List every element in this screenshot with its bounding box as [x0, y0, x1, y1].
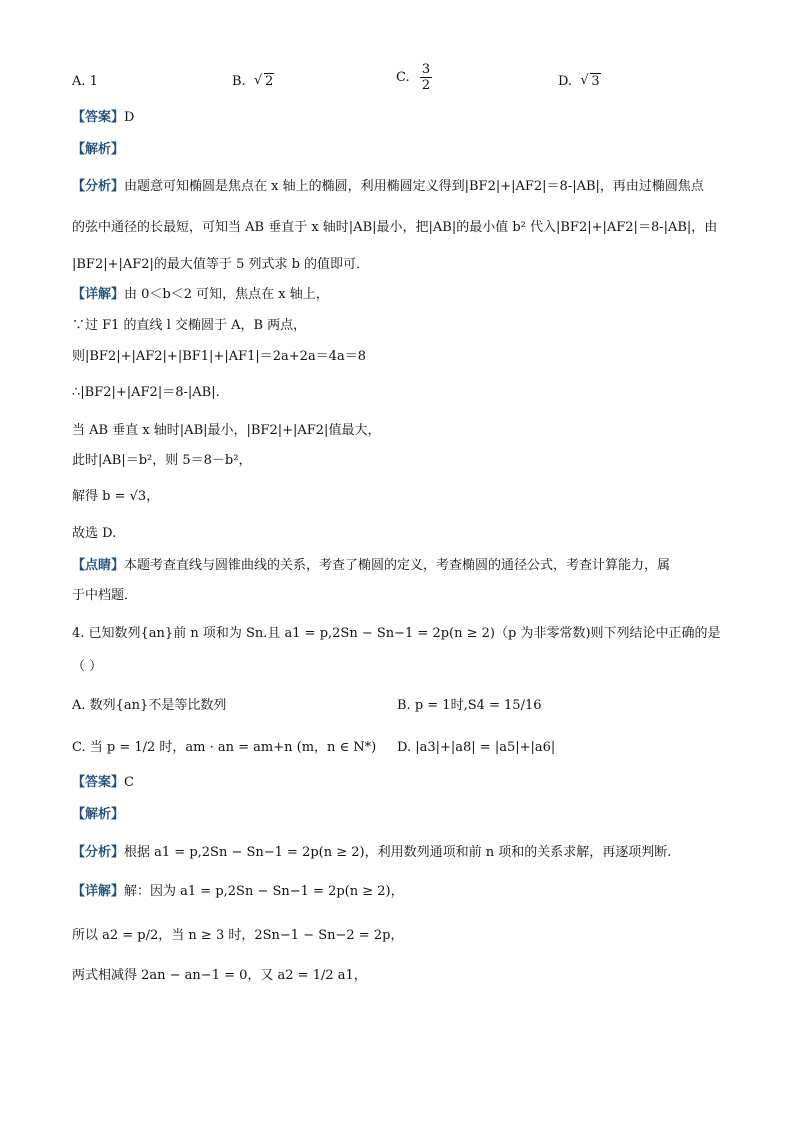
q3-detail-line1: 【详解】由 0＜b＜2 可知，焦点在 x 轴上，: [72, 287, 329, 302]
q4-analysis-tag: 【解析】: [72, 807, 125, 822]
q4-detail-line1: 【详解】解：因为 a1 = p,2Sn − Sn−1 = 2p(n ≥ 2)，: [72, 884, 404, 899]
q4-stem-line1: 4. 已知数列{an}前 n 项和为 Sn.且 a1 = p,2Sn − Sn−1 = 2p(n ≥ 2)（p 为非零常数)则下列结论中正确的是: [72, 626, 721, 641]
q3-fenxi-line1: 【分析】由题意可知椭圆是焦点在 x 轴上的椭圆，利用椭圆定义得到|BF2|+|AF2|＝8-|AB|，再由过椭圆焦点: [72, 179, 704, 194]
q3-detail-line7: 解得 b = √3，: [72, 489, 160, 504]
q4-option-c: C. 当 p = 1/2 时，am · an = am+n (m，n ∈ N*): [72, 740, 377, 755]
q3-detail-line8: 故选 D.: [72, 526, 117, 541]
q4-option-b: B. p = 1时,S4 = 15/16: [397, 698, 542, 713]
q3-detail-line3: 则|BF2|+|AF2|+|BF1|+|AF1|＝2a+2a＝4a＝8: [72, 349, 366, 364]
q3-detail-line2: ∵过 F1 的直线 l 交椭圆于 A，B 两点，: [72, 318, 307, 333]
q3-dianjing-line2: 于中档题．: [72, 588, 138, 603]
q4-option-d: D. |a3|+|a8| = |a5|+|a6|: [397, 740, 556, 755]
q3-detail-line6: 此时|AB|＝b²，则 5＝8－b²，: [72, 453, 252, 468]
option-a: A. 1: [72, 74, 98, 89]
option-c: C. $\frac{3}{2}$: [396, 62, 431, 93]
q4-detail-line2: 所以 a2 = p/2，当 n ≥ 3 时，2Sn−1 − Sn−2 = 2p，: [72, 928, 404, 943]
q4-fenxi-line: 【分析】根据 a1 = p,2Sn − Sn−1 = 2p(n ≥ 2)，利用数列通项和前 n 项和的关系求解，再逐项判断.: [72, 845, 672, 860]
option-b: B. √ 2: [232, 72, 274, 92]
q3-analysis-tag: 【解析】: [72, 142, 125, 157]
q4-answer: 【答案】C: [72, 775, 134, 790]
q3-detail-line5: 当 AB 垂直 x 轴时|AB|最小，|BF2|+|AF2|值最大，: [72, 423, 381, 438]
q4-detail-line3: 两式相减得 2an − an−1 = 0，又 a2 = 1/2 a1，: [72, 968, 367, 983]
q3-answer: 【答案】D: [72, 110, 135, 125]
q3-fenxi-line3: |BF2|+|AF2|的最大值等于 5 列式求 b 的值即可．: [72, 257, 370, 272]
q3-detail-line4: ∴|BF2|+|AF2|＝8-|AB|.: [72, 385, 220, 400]
q3-fenxi-line2: 的弦中通径的长最短，可知当 AB 垂直于 x 轴时|AB|最小，把|AB|的最小值 b² 代入|BF2|+|AF2|＝8-|AB|，由: [72, 220, 718, 235]
q3-dianjing-line1: 【点睛】本题考查直线与圆锥曲线的关系，考查了椭圆的定义，考查椭圆的通径公式，考查计算能力，属: [72, 558, 671, 573]
option-d: D. √ 3: [558, 72, 601, 92]
q4-option-a: A. 数列{an}不是等比数列: [72, 698, 227, 713]
fraction-three-halves: $\frac{3}{2}$: [421, 62, 431, 93]
q4-stem-line2: （ ）: [72, 659, 103, 674]
